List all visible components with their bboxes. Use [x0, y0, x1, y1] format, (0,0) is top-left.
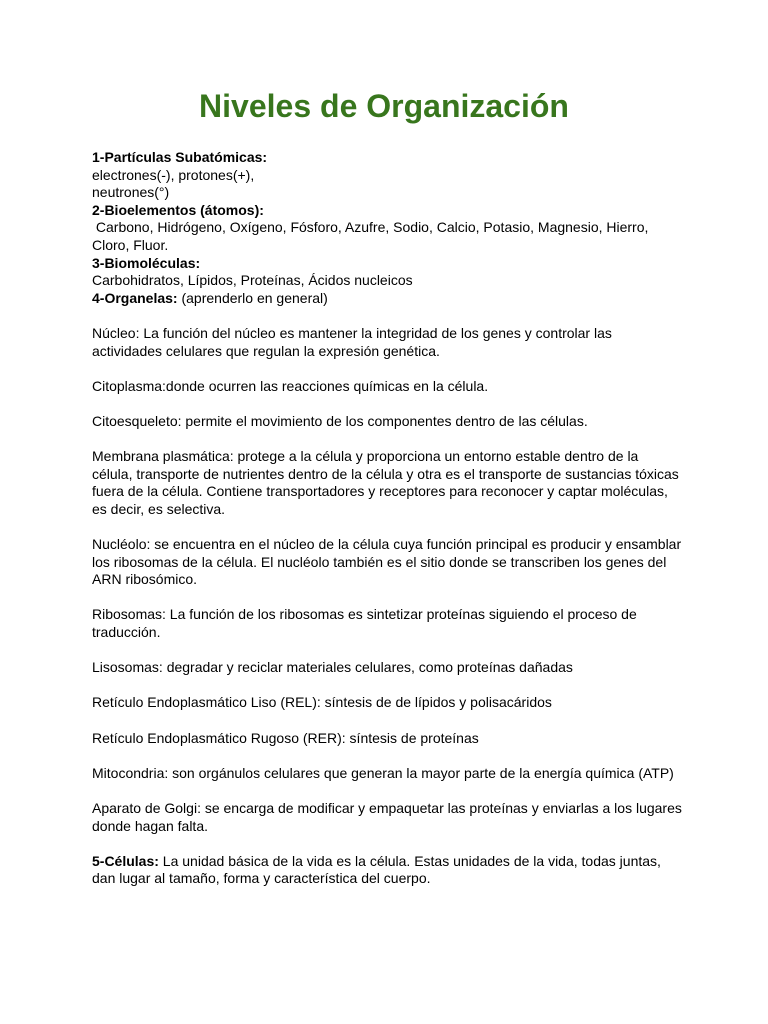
biomoleculas-line-1: Carbohidratos, Lípidos, Proteínas, Ácidos nucleicos	[92, 272, 413, 289]
organela-paragraph: Citoplasma:donde ocurren las reacciones químicas en la célula.	[92, 377, 489, 394]
paragraph-gap	[92, 747, 682, 765]
organela-paragraph: Membrana plasmática: protege a la célula y proporciona un entorno estable dentro de la célula, transporte de nutrientes dentro de la célula y otra es el transporte de sustancias tóxicas fuera de la célula. Contiene transportadores y receptores para reconocer y captar moléculas, es decir, es selectiva.	[92, 448, 679, 517]
paragraph-gap	[92, 360, 682, 378]
celulas-paragraph	[92, 853, 682, 888]
document-title: Niveles de Organización	[199, 88, 569, 124]
paragraph-gap	[92, 642, 682, 660]
particulas-line-2: neutrones(°)	[92, 184, 170, 201]
paragraph-gap	[92, 677, 682, 695]
organela-paragraph: Mitocondria: son orgánulos celulares que generan la mayor parte de la energía química (ATP)	[92, 764, 674, 781]
organela-paragraph: Ribosomas: La función de los ribosomas es sintetizar proteínas siguiendo el proceso de traducción.	[92, 606, 637, 641]
section-heading-celulas: 5-Células:	[92, 852, 159, 869]
section-heading-biomoleculas: 3-Biomoléculas:	[92, 254, 201, 271]
organelas-heading-row	[92, 290, 682, 308]
paragraph-gap	[92, 395, 682, 413]
paragraph-gap	[92, 431, 682, 449]
particulas-line-1: electrones(-), protones(+),	[92, 166, 255, 183]
organelas-note: (aprenderlo en general)	[177, 289, 328, 306]
celulas-text: La unidad básica de la vida es la célula. Estas unidades de la vida, todas juntas, dan lugar al tamaño, forma y característica del cuerpo.	[92, 852, 661, 887]
section-heading-organelas: 4-Organelas:	[92, 289, 178, 306]
document-body	[92, 149, 682, 888]
paragraph-gap	[92, 782, 682, 800]
section-heading-particulas: 1-Partículas Subatómicas:	[92, 149, 268, 165]
paragraph-gap	[92, 589, 682, 607]
organela-paragraph: Núcleo: La función del núcleo es mantener la integridad de los genes y controlar las actividades celulares que regulan la expresión genética.	[92, 324, 612, 359]
organela-paragraph: Aparato de Golgi: se encarga de modificar y empaquetar las proteínas y enviarlas a los lugares donde hagan falta.	[92, 799, 682, 834]
bioelementos-line-1: Carbono, Hidrógeno, Oxígeno, Fósforo, Azufre, Sodio, Calcio, Potasio, Magnesio, Hierro,	[92, 219, 649, 236]
section-heading-bioelementos: 2-Bioelementos (átomos):	[92, 201, 264, 218]
paragraph-gap	[92, 307, 682, 325]
organela-paragraph: Citoesqueleto: permite el movimiento de los componentes dentro de las células.	[92, 412, 588, 429]
organela-paragraph: Retículo Endoplasmático Liso (REL): síntesis de de lípidos y polisacáridos	[92, 694, 552, 711]
bioelementos-line-2: Cloro, Fluor.	[92, 236, 169, 253]
paragraph-gap	[92, 712, 682, 730]
paragraph-gap	[92, 518, 682, 536]
organela-paragraph: Nucléolo: se encuentra en el núcleo de la célula cuya función principal es producir y ensamblar los ribosomas de la célula. El nucléolo también es el sitio donde se transcriben los genes del ARN ribosómico.	[92, 536, 682, 588]
organela-paragraph: Retículo Endoplasmático Rugoso (RER): síntesis de proteínas	[92, 729, 479, 746]
paragraph-gap	[92, 835, 682, 853]
organela-paragraph: Lisosomas: degradar y reciclar materiales celulares, como proteínas dañadas	[92, 659, 573, 676]
